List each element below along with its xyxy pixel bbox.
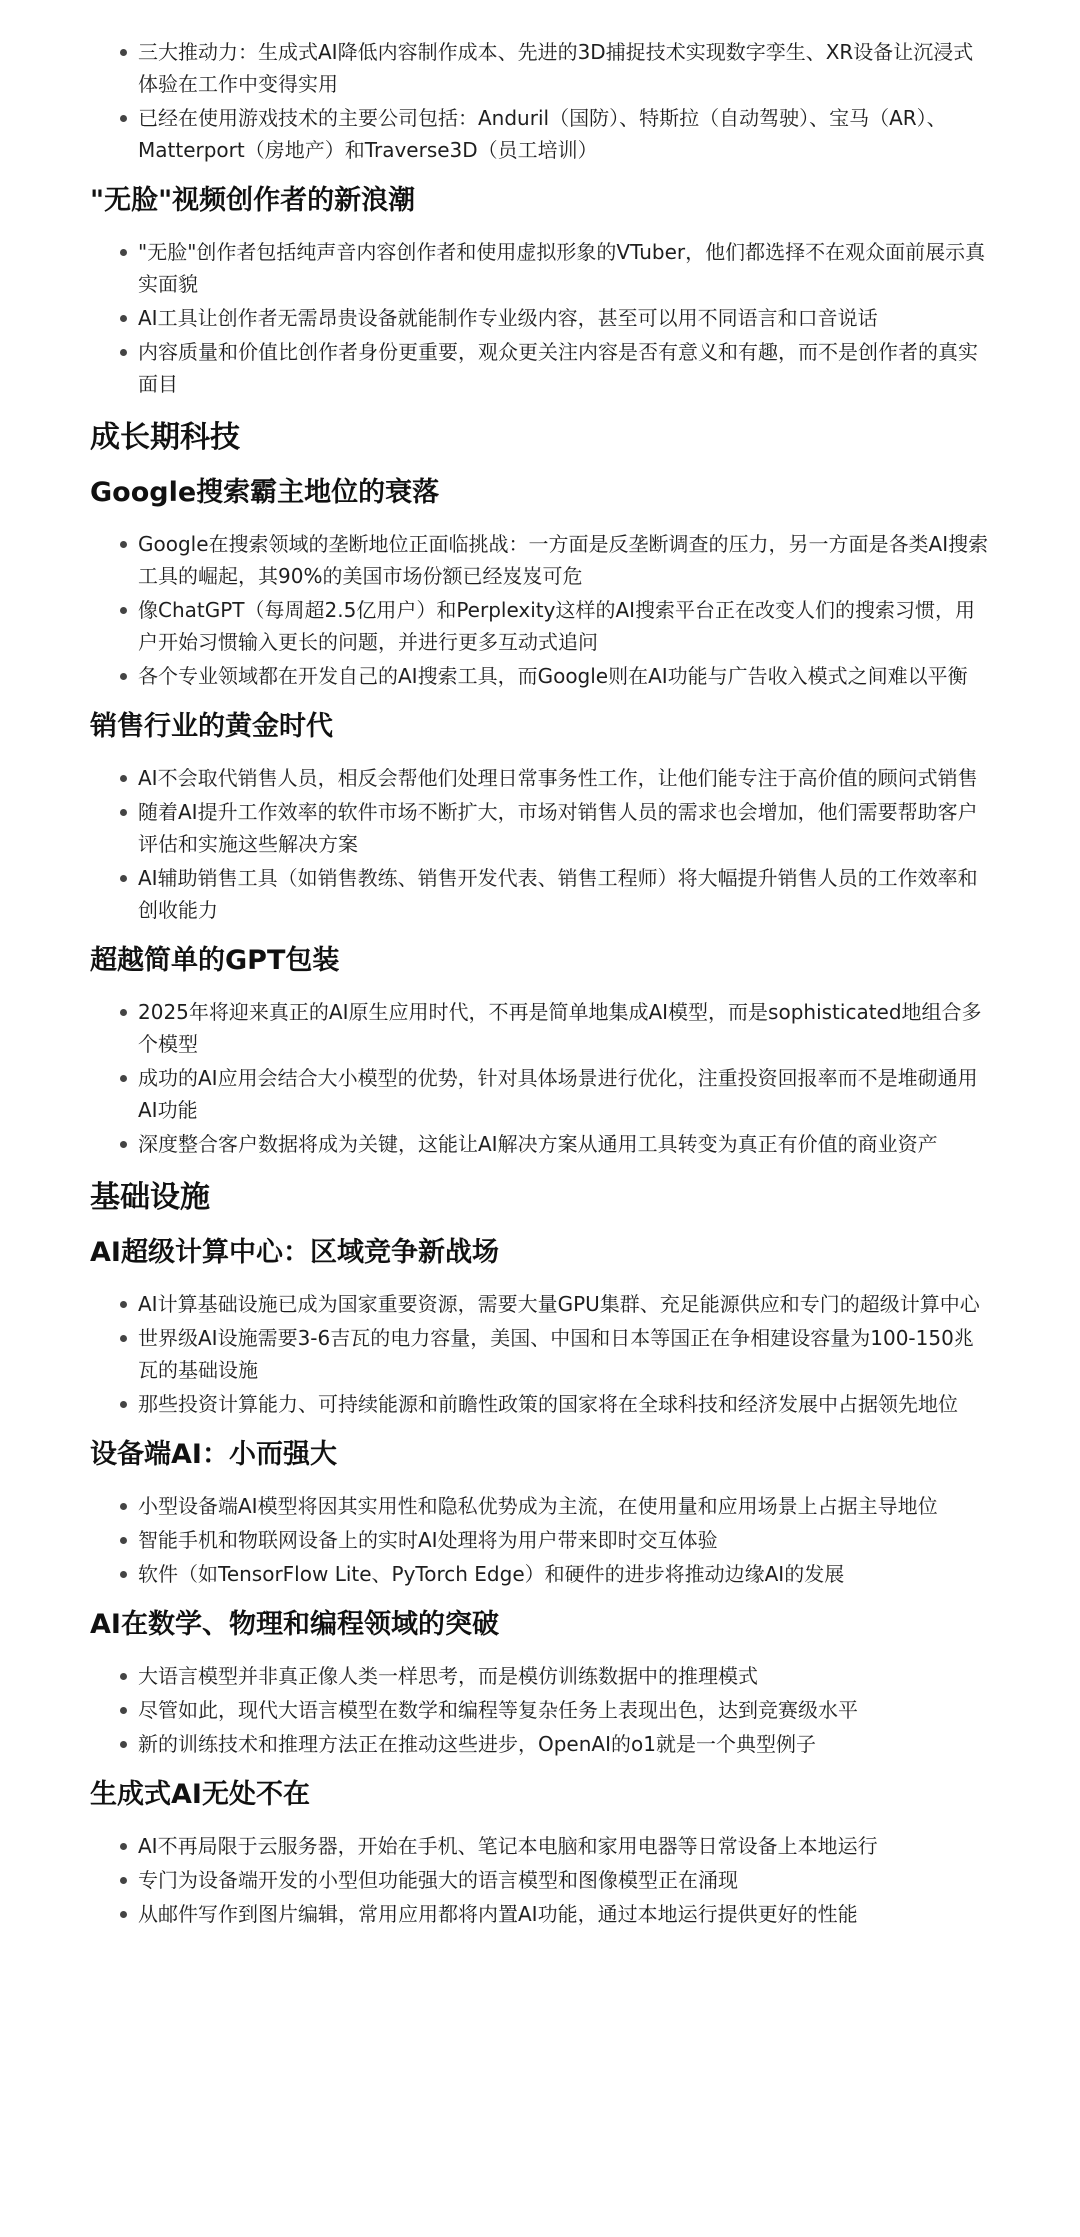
list-item: 2025年将迎来真正的AI原生应用时代，不再是简单地集成AI模型，而是sophisticated地组合多个模型: [90, 996, 990, 1060]
list-item: AI计算基础设施已成为国家重要资源，需要大量GPU集群、充足能源供应和专门的超级计算中心: [90, 1288, 990, 1320]
bullet-list: [90, 236, 990, 400]
subsection-heading: 销售行业的黄金时代: [90, 711, 333, 742]
list-item: 各个专业领域都在开发自己的AI搜索工具，而Google则在AI功能与广告收入模式之间难以平衡: [90, 660, 990, 692]
list-item: 从邮件写作到图片编辑，常用应用都将内置AI功能，通过本地运行提供更好的性能: [90, 1898, 990, 1930]
list-item: 新的训练技术和推理方法正在推动这些进步，OpenAI的o1就是一个典型例子: [90, 1728, 990, 1760]
list-item: 成功的AI应用会结合大小模型的优势，针对具体场景进行优化，注重投资回报率而不是堆砌通用AI功能: [90, 1062, 990, 1126]
bullet-list: [90, 762, 990, 926]
list-item: AI不再局限于云服务器，开始在手机、笔记本电脑和家用电器等日常设备上本地运行: [90, 1830, 990, 1862]
subsection-heading: 设备端AI：小而强大: [90, 1439, 337, 1470]
list-item: 世界级AI设施需要3-6吉瓦的电力容量，美国、中国和日本等国正在争相建设容量为100-150兆瓦的基础设施: [90, 1322, 990, 1386]
list-item: 软件（如TensorFlow Lite、PyTorch Edge）和硬件的进步将推动边缘AI的发展: [90, 1558, 990, 1590]
list-item: 专门为设备端开发的小型但功能强大的语言模型和图像模型正在涌现: [90, 1864, 990, 1896]
list-item: 智能手机和物联网设备上的实时AI处理将为用户带来即时交互体验: [90, 1524, 990, 1556]
list-item: AI辅助销售工具（如销售教练、销售开发代表、销售工程师）将大幅提升销售人员的工作效率和创收能力: [90, 862, 990, 926]
list-item: 三大推动力：生成式AI降低内容制作成本、先进的3D捕捉技术实现数字孪生、XR设备让沉浸式体验在工作中变得实用: [90, 36, 990, 100]
bullet-list: [90, 1288, 990, 1420]
bullet-list: [90, 528, 990, 692]
subsection-heading: 生成式AI无处不在: [90, 1779, 310, 1810]
list-item: 大语言模型并非真正像人类一样思考，而是模仿训练数据中的推理模式: [90, 1660, 990, 1692]
bullet-list: [90, 36, 990, 166]
list-item: AI工具让创作者无需昂贵设备就能制作专业级内容，甚至可以用不同语言和口音说话: [90, 302, 990, 334]
list-item: "无脸"创作者包括纯声音内容创作者和使用虚拟形象的VTuber，他们都选择不在观众面前展示真实面貌: [90, 236, 990, 300]
bullet-list: [90, 996, 990, 1160]
bullet-list: [90, 1830, 990, 1930]
list-item: 随着AI提升工作效率的软件市场不断扩大，市场对销售人员的需求也会增加，他们需要帮助客户评估和实施这些解决方案: [90, 796, 990, 860]
subsection-heading: "无脸"视频创作者的新浪潮: [90, 185, 416, 216]
list-item: 像ChatGPT（每周超2.5亿用户）和Perplexity这样的AI搜索平台正在改变人们的搜索习惯，用户开始习惯输入更长的问题，并进行更多互动式追问: [90, 594, 990, 658]
list-item: Google在搜索领域的垄断地位正面临挑战：一方面是反垄断调查的压力，另一方面是各类AI搜索工具的崛起，其90%的美国市场份额已经岌岌可危: [90, 528, 990, 592]
list-item: 那些投资计算能力、可持续能源和前瞻性政策的国家将在全球科技和经济发展中占据领先地位: [90, 1388, 990, 1420]
list-item: 已经在使用游戏技术的主要公司包括：Anduril（国防）、特斯拉（自动驾驶）、宝马（AR）、Matterport（房地产）和Traverse3D（员工培训）: [90, 102, 990, 166]
bullet-list: [90, 1660, 990, 1760]
list-item: 深度整合客户数据将成为关键，这能让AI解决方案从通用工具转变为真正有价值的商业资产: [90, 1128, 990, 1160]
bullet-list: [90, 1490, 990, 1590]
section-heading: 成长期科技: [90, 420, 240, 455]
subsection-heading: AI在数学、物理和编程领域的突破: [90, 1609, 499, 1640]
list-item: 尽管如此，现代大语言模型在数学和编程等复杂任务上表现出色，达到竞赛级水平: [90, 1694, 990, 1726]
list-item: 小型设备端AI模型将因其实用性和隐私优势成为主流，在使用量和应用场景上占据主导地位: [90, 1490, 990, 1522]
subsection-heading: 超越简单的GPT包装: [90, 945, 340, 976]
list-item: AI不会取代销售人员，相反会帮他们处理日常事务性工作，让他们能专注于高价值的顾问式销售: [90, 762, 990, 794]
subsection-heading: AI超级计算中心：区域竞争新战场: [90, 1237, 499, 1268]
section-heading: 基础设施: [90, 1180, 210, 1215]
list-item: 内容质量和价值比创作者身份更重要，观众更关注内容是否有意义和有趣，而不是创作者的真实面目: [90, 336, 990, 400]
subsection-heading: Google搜索霸主地位的衰落: [90, 477, 440, 508]
